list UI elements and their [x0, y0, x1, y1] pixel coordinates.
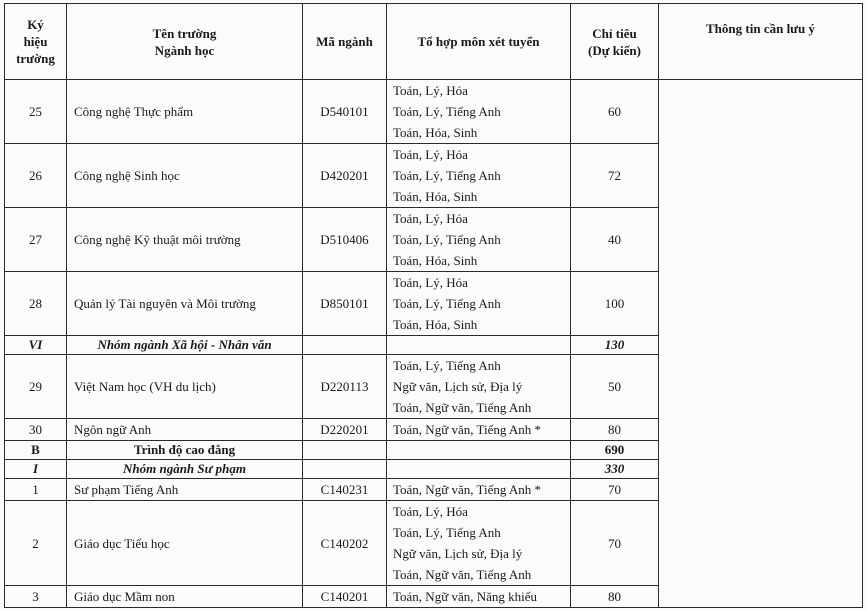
major-code: D540101 — [303, 80, 387, 144]
row-number: I — [5, 460, 67, 479]
row-number: B — [5, 441, 67, 460]
subject-combo: Toán, Lý, Tiếng Anh — [393, 104, 501, 119]
row-number: 1 — [5, 479, 67, 501]
subject-combos — [387, 144, 571, 208]
subject-combos — [387, 586, 571, 608]
major-name: Ngôn ngữ Anh — [67, 419, 303, 441]
major-name: Quản lý Tài nguyên và Môi trường — [67, 272, 303, 336]
major-name: Giáo dục Tiểu học — [67, 501, 303, 586]
subject-combos — [387, 272, 571, 336]
admission-table — [4, 3, 863, 608]
header-quota: Chỉ tiêu (Dự kiến) — [571, 4, 659, 80]
subject-combo: Toán, Lý, Hóa — [393, 504, 468, 519]
subject-combo: Toán, Lý, Hóa — [393, 83, 468, 98]
subject-combo: Toán, Lý, Tiếng Anh — [393, 168, 501, 183]
major-name: Sư phạm Tiếng Anh — [67, 479, 303, 501]
major-name: Công nghệ Sinh học — [67, 144, 303, 208]
subject-combo: Ngữ văn, Lịch sử, Địa lý — [393, 379, 523, 394]
major-code: D510406 — [303, 208, 387, 272]
subject-combo: Toán, Lý, Hóa — [393, 211, 468, 226]
major-name: Công nghệ Thực phẩm — [67, 80, 303, 144]
quota-total: 690 — [571, 441, 659, 460]
subject-combos — [387, 419, 571, 441]
subject-combo: Toán, Lý, Hóa — [393, 147, 468, 162]
subject-combo: Toán, Lý, Tiếng Anh — [393, 525, 501, 540]
subject-combo: Toán, Ngữ văn, Tiếng Anh * — [393, 482, 542, 497]
row-number: 28 — [5, 272, 67, 336]
subject-combo: Toán, Ngữ văn, Tiếng Anh — [393, 567, 532, 582]
quota: 80 — [571, 586, 659, 608]
quota: 70 — [571, 479, 659, 501]
subject-combos — [387, 501, 571, 586]
subject-combo: Toán, Hóa, Sinh — [393, 317, 478, 332]
subject-combo: Toán, Hóa, Sinh — [393, 253, 478, 268]
major-code-empty — [303, 336, 387, 355]
row-number: 26 — [5, 144, 67, 208]
quota: 60 — [571, 80, 659, 144]
quota: 100 — [571, 272, 659, 336]
row-number: 2 — [5, 501, 67, 586]
quota: 80 — [571, 419, 659, 441]
notes-cell — [659, 80, 863, 608]
subject-combos — [387, 479, 571, 501]
subject-combo: Toán, Ngữ văn, Năng khiếu — [393, 589, 538, 604]
subject-combos — [387, 80, 571, 144]
table-row — [5, 80, 863, 144]
row-number: 29 — [5, 355, 67, 419]
subject-combo: Toán, Ngữ văn, Tiếng Anh * — [393, 422, 542, 437]
table-body — [5, 80, 863, 608]
major-code: C140202 — [303, 501, 387, 586]
level-title: Trình độ cao đẳng — [67, 441, 303, 460]
header-school-code: Ký hiệu trường — [5, 4, 67, 80]
major-name: Việt Nam học (VH du lịch) — [67, 355, 303, 419]
subject-combo: Ngữ văn, Lịch sử, Địa lý — [393, 546, 523, 561]
subject-combo: Toán, Hóa, Sinh — [393, 189, 478, 204]
header-name: Tên trường Ngành học — [67, 4, 303, 80]
major-code: D850101 — [303, 272, 387, 336]
subject-combos — [387, 355, 571, 419]
quota-total: 330 — [571, 460, 659, 479]
header-row — [5, 4, 863, 80]
subject-combos-empty — [387, 441, 571, 460]
subject-combo: Toán, Lý, Tiếng Anh — [393, 358, 501, 373]
quota-total: 130 — [571, 336, 659, 355]
group-title: Nhóm ngành Sư phạm — [67, 460, 303, 479]
row-number: 3 — [5, 586, 67, 608]
subject-combos-empty — [387, 460, 571, 479]
subject-combo: Toán, Lý, Tiếng Anh — [393, 232, 501, 247]
header-major-code: Mã ngành — [303, 4, 387, 80]
subject-combos — [387, 208, 571, 272]
row-number: VI — [5, 336, 67, 355]
subject-combo: Toán, Ngữ văn, Tiếng Anh — [393, 400, 532, 415]
quota: 70 — [571, 501, 659, 586]
header-combo: Tổ hợp môn xét tuyển — [387, 4, 571, 80]
quota: 72 — [571, 144, 659, 208]
major-code: C140201 — [303, 586, 387, 608]
subject-combo: Toán, Hóa, Sinh — [393, 125, 478, 140]
major-code: C140231 — [303, 479, 387, 501]
group-title: Nhóm ngành Xã hội - Nhân văn — [67, 336, 303, 355]
major-code-empty — [303, 441, 387, 460]
quota: 40 — [571, 208, 659, 272]
subject-combos-empty — [387, 336, 571, 355]
row-number: 27 — [5, 208, 67, 272]
major-code: D220113 — [303, 355, 387, 419]
subject-combo: Toán, Lý, Tiếng Anh — [393, 296, 501, 311]
subject-combo: Toán, Lý, Hóa — [393, 275, 468, 290]
row-number: 25 — [5, 80, 67, 144]
major-code-empty — [303, 460, 387, 479]
row-number: 30 — [5, 419, 67, 441]
major-name: Giáo dục Mầm non — [67, 586, 303, 608]
quota: 50 — [571, 355, 659, 419]
header-notes: Thông tin cần lưu ý — [659, 4, 863, 80]
major-name: Công nghệ Kỹ thuật môi trường — [67, 208, 303, 272]
major-code: D420201 — [303, 144, 387, 208]
major-code: D220201 — [303, 419, 387, 441]
